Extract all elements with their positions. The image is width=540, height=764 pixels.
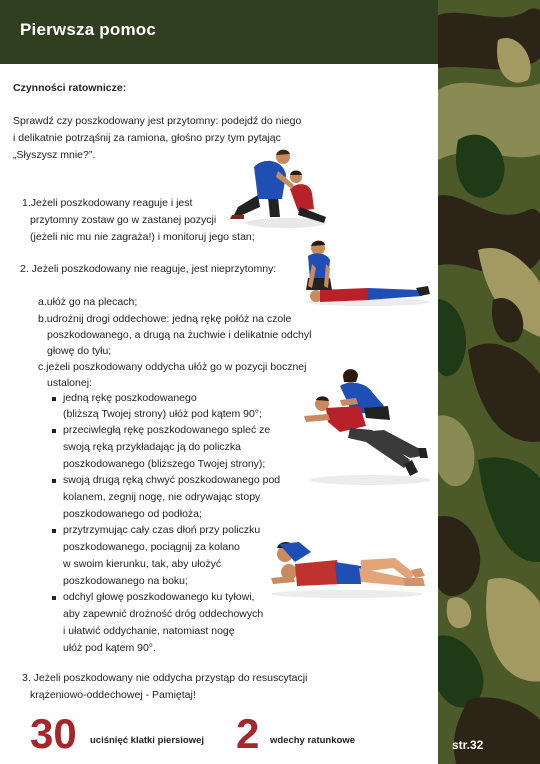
bullet-line: w swoim kierunku, tak, aby ułożyć: [63, 558, 222, 570]
header-bar: [0, 0, 438, 64]
step-1-line: przytomny zostaw go w zastanej pozycji: [30, 214, 217, 226]
bullet-line: swoją drugą ręką chwyć poszkodowanego pod: [63, 474, 281, 486]
bullet-line: poszkodowanego od podłoża;: [63, 508, 202, 520]
bullet-line: i ułatwić oddychanie, natomiast nogę: [63, 625, 235, 637]
bullet-dot: [52, 397, 56, 401]
substep-c-line: ustalonej:: [47, 377, 92, 389]
step-1-line: (jeżeli nic mu nie zagraża!) i monitoruj jego stan;: [30, 231, 255, 243]
substep-b-line: b.udrożnij drogi oddechowe: jedną rękę połóż na czole: [38, 313, 292, 325]
bullet-dot: [52, 529, 56, 533]
step-3-line: 3. Jeżeli poszkodowany nie oddycha przystąp do resuscytacji: [22, 672, 308, 684]
recovery-position-final-illustration: [265, 538, 430, 600]
bullet-line: swoją ręką przykładając ją do policzka: [63, 441, 242, 453]
step-1-line: 1.Jeżeli poszkodowany reaguje i jest: [22, 197, 193, 209]
intro-line: i delikatnie potrząśnij za ramiona, głośno przy tym pytając: [13, 132, 281, 144]
substep-b-line: głowę do tyłu;: [47, 345, 112, 357]
intro-line: Sprawdź czy poszkodowany jest przytomny: podejdź do niego: [13, 115, 302, 127]
bullet-line: poszkodowanego na boku;: [63, 575, 188, 587]
bullet-line: ułóż pod kątem 90°.: [63, 642, 156, 654]
intro-line: „Słyszysz mnie?”.: [13, 149, 96, 161]
breaths-number: 2: [236, 710, 260, 757]
bullet-dot: [52, 596, 56, 600]
compressions-number: 30: [30, 710, 77, 757]
bullet-line: przeciwległą rękę poszkodowanego spleć ze: [63, 424, 271, 436]
bullet-line: kolanem, zegnij nogę, nie odrywając stopy: [63, 491, 261, 503]
bullet-line: poszkodowanego, pociągnij za kolano: [63, 541, 240, 553]
bullet-line: odchyl głowę poszkodowanego ku tyłowi,: [63, 591, 255, 603]
page-number: str.32: [452, 738, 484, 752]
recovery-position-procedure-illustration: [300, 368, 435, 488]
section-title: Czynności ratownicze:: [13, 82, 127, 94]
substep-b-line: poszkodowanego, a drugą na żuchwie i delikatnie odchyl: [47, 329, 312, 341]
camouflage-strip: [438, 0, 540, 764]
breaths-label: wdechy ratunkowe: [270, 735, 355, 746]
page-title: Pierwsza pomoc: [20, 20, 157, 39]
rescuer-checking-victim-illustration: [228, 145, 333, 230]
bullet-line: jedną rękę poszkodowanego: [63, 392, 197, 404]
bullet-dot: [52, 429, 56, 433]
substep-c-line: c.jeżeli poszkodowany oddycha ułóż go w pozycji bocznej: [38, 361, 307, 373]
step-2-heading: 2. Jeżeli poszkodowany nie reaguje, jest nieprzytomny:: [20, 263, 277, 275]
bullet-line: przytrzymując cały czas dłoń przy policzku: [63, 524, 261, 536]
substep-a: a.ułóż go na plecach;: [38, 296, 138, 308]
rescuer-airway-illustration: [298, 240, 433, 310]
compressions-label: uciśnięć klatki piersiowej: [90, 735, 205, 746]
bullet-line: (bliższą Twojej strony) ułóż pod kątem 90°;: [63, 408, 262, 420]
step-3-line: krążeniowo-oddechowej - Pamiętaj!: [30, 689, 196, 701]
bullet-line: poszkodowanego (bliższego Twojej strony);: [63, 458, 266, 470]
bullet-dot: [52, 479, 56, 483]
bullet-line: aby zapewnić drożność dróg oddechowych: [63, 608, 264, 620]
